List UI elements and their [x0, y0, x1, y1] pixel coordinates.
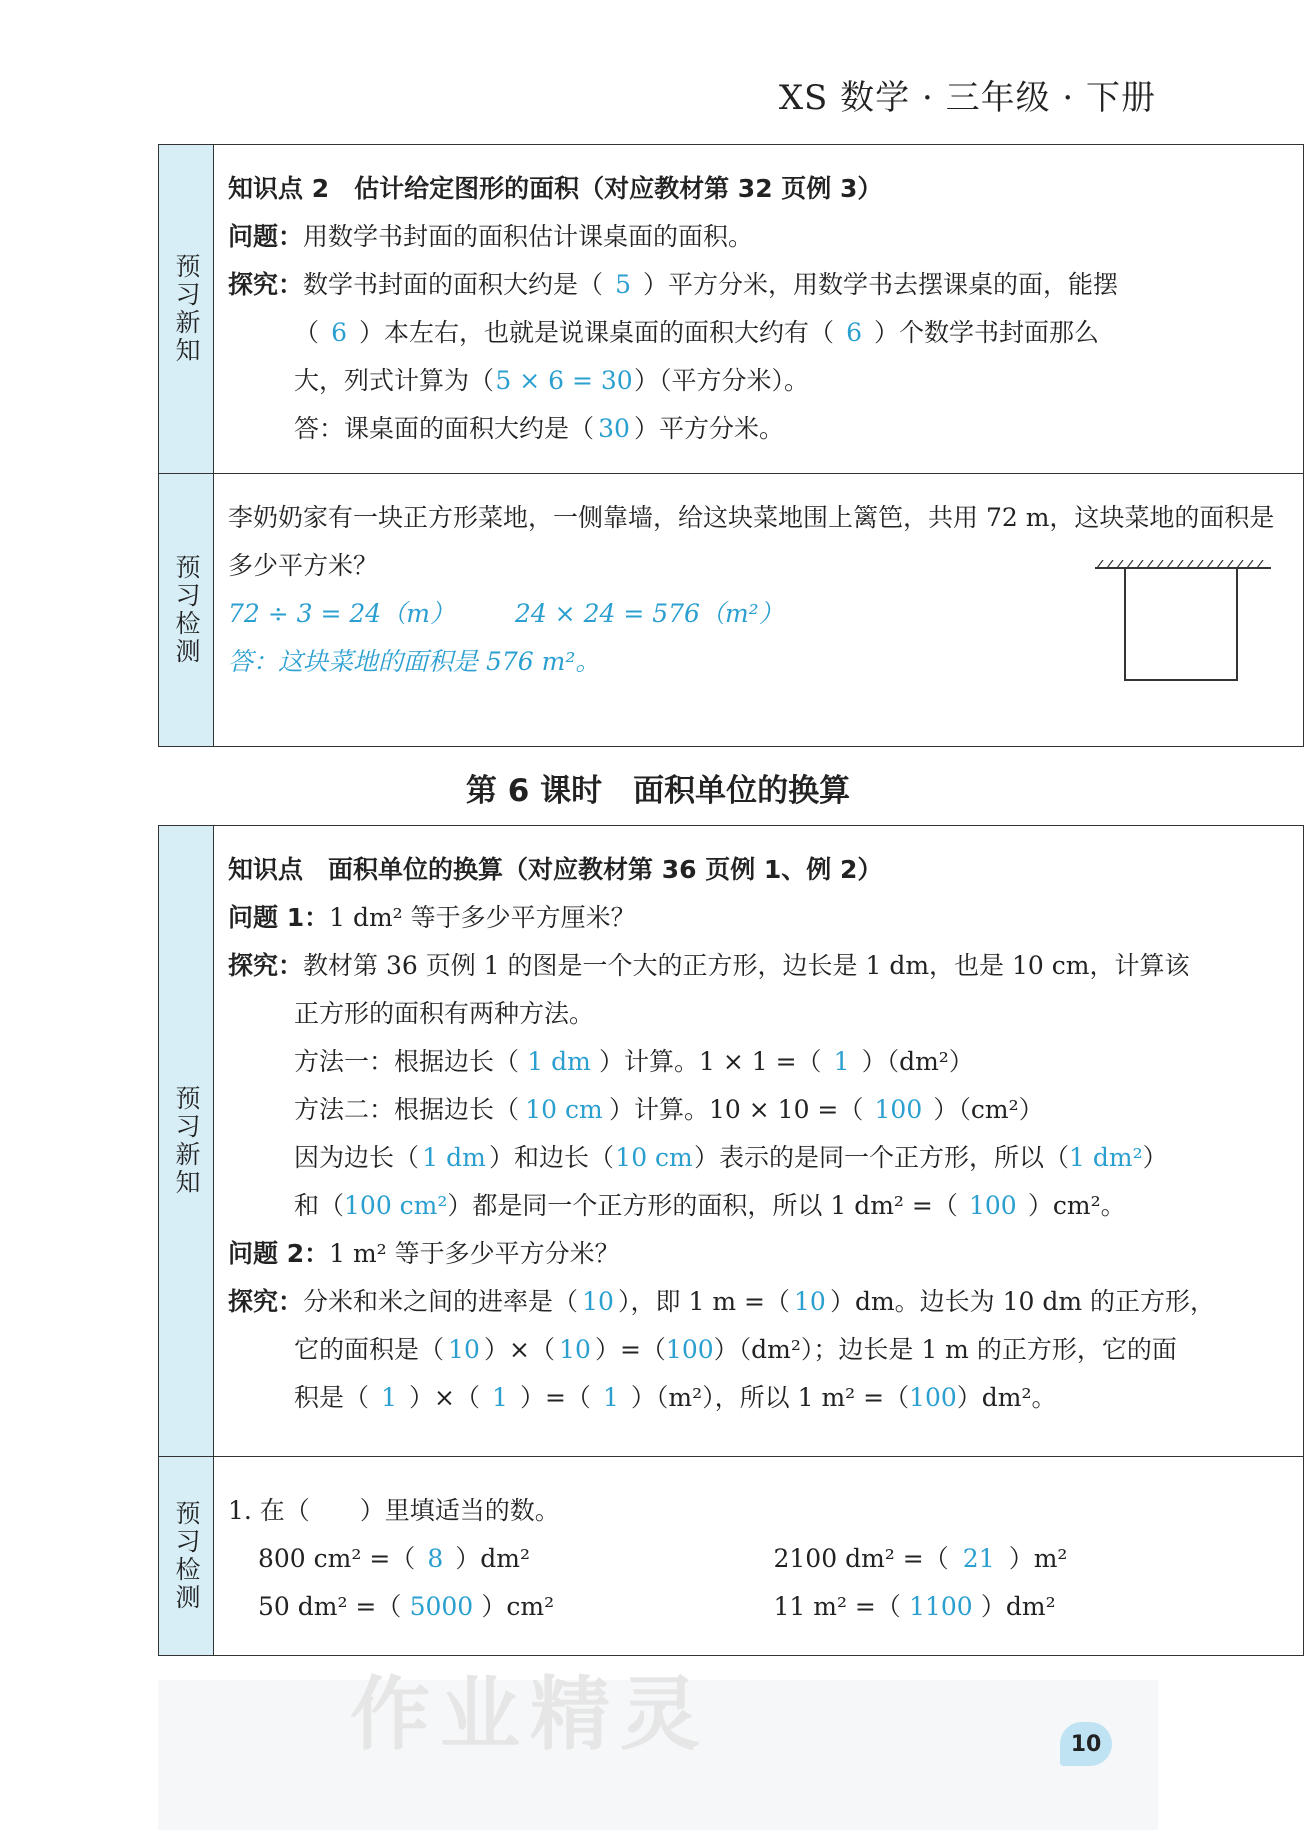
watermark: 作业精灵 — [350, 1668, 710, 1761]
page-number: 10 — [1060, 1722, 1112, 1766]
answer-blank[interactable]: 100 — [874, 1095, 923, 1124]
answer-blank[interactable]: 10 — [794, 1287, 826, 1316]
explore-2-line-2: 它的面积是（ 10 ）×（ 10 ）=（100）（dm²）；边长是 1 m 的正方形，它的面 — [228, 1326, 1289, 1374]
exercise-4: 11 m² =（ 1100 ）dm² — [774, 1583, 1290, 1631]
explore-2-line-1: 探究：分米和米之间的进率是（ 10 ），即 1 m =（ 10 ）dm。边长为 10 dm 的正方形， — [228, 1278, 1289, 1326]
work-line: 72 ÷ 3 = 24（m） 24 × 24 = 576（m²） — [228, 599, 784, 628]
method-1: 方法一：根据边长（ 1 dm ）计算。1 × 1 =（ 1 ）（dm²） — [228, 1038, 1289, 1086]
knowledge-title: 知识点 2 估计给定图形的面积（对应教材第 32 页例 3） — [228, 174, 883, 203]
explore-line-1: 探究：数学书封面的面积大约是（ 5 ）平方分米，用数学书去摆课桌的面，能摆 — [228, 261, 1289, 309]
answer-blank[interactable]: 1100 — [909, 1592, 973, 1621]
method-2: 方法二：根据边长（ 10 cm ）计算。10 × 10 =（ 100 ）（cm²） — [228, 1086, 1289, 1134]
answer-blank[interactable]: 100 — [909, 1383, 957, 1412]
check-row-1 — [159, 474, 1303, 746]
answer-blank[interactable]: 10 cm — [525, 1095, 603, 1124]
explore-line-3: 大，列式计算为（5 × 6 = 30）（平方分米）。 — [228, 357, 1289, 405]
answer-blank[interactable]: 1 — [492, 1383, 508, 1412]
answer-blank[interactable]: 30 — [598, 414, 630, 443]
answer-blank[interactable]: 1 dm — [527, 1047, 591, 1076]
answer-blank[interactable]: 5 × 6 = 30 — [495, 366, 633, 395]
answer-blank[interactable]: 100 cm² — [344, 1191, 448, 1220]
answer-blank[interactable]: 10 cm — [615, 1143, 693, 1172]
conclusion-1: 因为边长（ 1 dm ）和边长（10 cm）表示的是同一个正方形，所以（1 dm²） — [228, 1134, 1289, 1182]
answer-blank[interactable]: 10 — [559, 1335, 591, 1364]
answer-blank[interactable]: 1 — [833, 1047, 850, 1076]
question: 问题：用数学书封面的面积估计课桌面的面积。 — [228, 222, 754, 251]
explore-line-2: 正方形的面积有两种方法。 — [294, 999, 595, 1028]
answer-blank[interactable]: 5 — [615, 270, 631, 299]
check-row-2 — [159, 1457, 1303, 1655]
exercise-1: 800 cm² =（ 8 ）dm² — [258, 1535, 774, 1583]
answer-blank[interactable]: 1 dm² — [1069, 1143, 1143, 1172]
explore-line-1: 探究：教材第 36 页例 1 的图是一个大的正方形，边长是 1 dm，也是 10 cm，计算该 — [228, 951, 1190, 980]
explore-2-line-3: 积是（ 1 ）×（ 1 ）=（ 1 ）（m²），所以 1 m² =（100）dm²。 — [228, 1374, 1289, 1422]
answer-line: 答：课桌面的面积大约是（ 30 ）平方分米。 — [228, 405, 1289, 453]
explore-line-2: （ 6 ）本左右，也就是说课桌面的面积大约有（ 6 ）个数学书封面那么 — [228, 309, 1289, 357]
tab-check: 预习检测 — [159, 1457, 214, 1655]
check-content-2 — [214, 1457, 1303, 1655]
question-1: 问题 1：1 dm² 等于多少平方厘米？ — [228, 903, 636, 932]
answer-blank[interactable]: 10 — [582, 1287, 614, 1316]
answer-blank[interactable]: 1 — [602, 1383, 619, 1412]
exercise-row-2 — [228, 1583, 1289, 1631]
answer-blank[interactable]: 6 — [846, 318, 862, 347]
answer-blank[interactable]: 5000 — [409, 1592, 474, 1621]
preview-content-2 — [214, 826, 1303, 1456]
answer-blank[interactable]: 10 — [448, 1335, 480, 1364]
answer-blank[interactable]: 100 — [665, 1335, 714, 1364]
exercise-3: 50 dm² =（ 5000 ）cm² — [258, 1583, 774, 1631]
answer-blank[interactable]: 6 — [331, 318, 347, 347]
preview-row-1 — [159, 145, 1303, 474]
answer-blank[interactable]: 1 dm — [422, 1143, 486, 1172]
answer-blank[interactable]: 8 — [427, 1544, 444, 1573]
exercise-2: 2100 dm² =（ 21 ）m² — [774, 1535, 1290, 1583]
work-answer: 答：这块菜地的面积是 576 m²。 — [228, 647, 601, 676]
tab-check: 预习检测 — [159, 474, 214, 746]
page-header: XS 数学 · 三年级 · 下册 — [778, 78, 1156, 118]
check-content-1 — [214, 474, 1303, 746]
preview-content-1 — [214, 145, 1303, 473]
section-box-1 — [158, 144, 1304, 747]
tab-preview: 预习新知 — [159, 826, 214, 1456]
problem-text: 李奶奶家有一块正方形菜地，一侧靠墙，给这块菜地围上篱笆，共用 72 m，这块菜地的面积是多少平方米？ — [228, 503, 1275, 580]
tab-preview: 预习新知 — [159, 145, 214, 473]
preview-row-2 — [159, 826, 1303, 1457]
conclusion-2: 和（100 cm²）都是同一个正方形的面积，所以 1 dm² =（ 100 ）cm²。 — [228, 1182, 1289, 1230]
knowledge-title: 知识点 面积单位的换算（对应教材第 36 页例 1、例 2） — [228, 855, 883, 884]
answer-blank[interactable]: 21 — [962, 1544, 995, 1573]
question-2: 问题 2：1 m² 等于多少平方分米？ — [228, 1239, 620, 1268]
exercise-row-1 — [228, 1535, 1289, 1583]
instruction: 1. 在（ ）里填适当的数。 — [228, 1496, 560, 1525]
answer-blank[interactable]: 1 — [381, 1383, 397, 1412]
garden-diagram — [1093, 560, 1273, 700]
lesson-title: 第 6 课时 面积单位的换算 — [465, 773, 851, 809]
answer-blank[interactable]: 100 — [969, 1191, 1017, 1220]
section-box-2 — [158, 825, 1304, 1656]
